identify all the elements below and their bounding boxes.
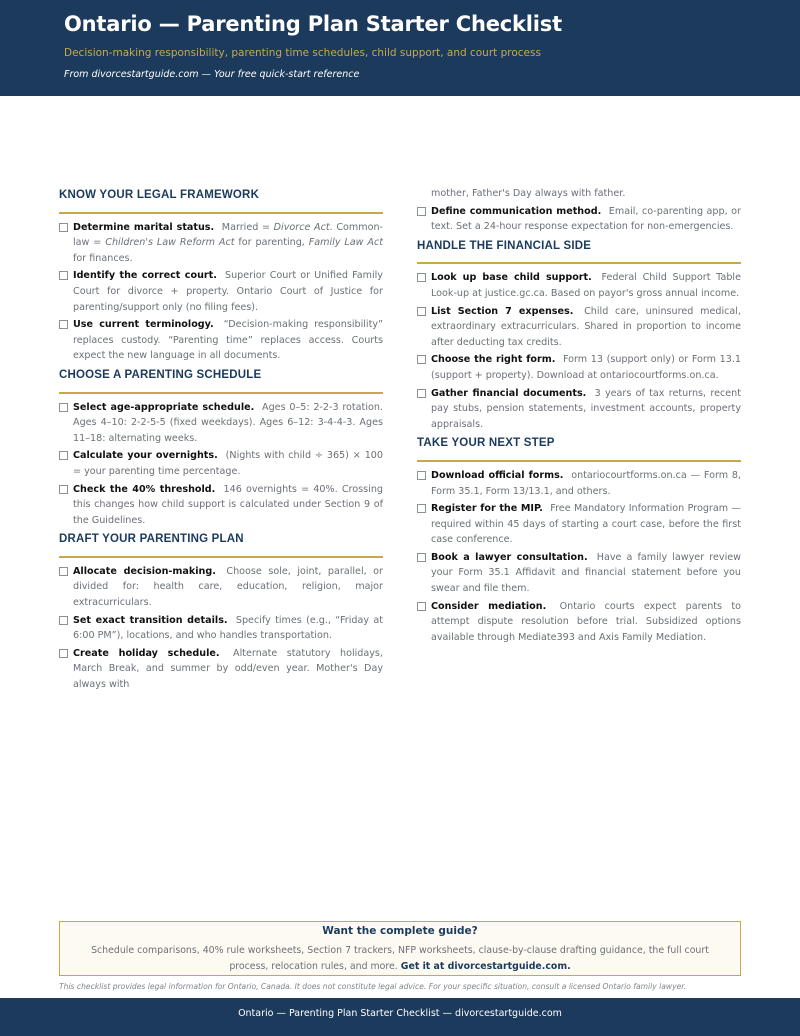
item-body: ontariocourtforms.on.ca — Form 8, Form 35.1, Form 13/13.1, and others. bbox=[431, 469, 741, 497]
item-body: Married = Divorce Act. Common-law = Children's Law Reform Act for parenting, Family Law Act for finances. bbox=[73, 221, 383, 264]
item-lead: Choose the right form. bbox=[431, 354, 556, 366]
checkbox[interactable] bbox=[417, 355, 426, 364]
item-lead: Book a lawyer consultation. bbox=[431, 551, 588, 563]
checkbox[interactable] bbox=[59, 649, 68, 658]
item-body: Alternate statutory holidays, March Break, and summer by odd/even year. Mother's Day always with bbox=[73, 647, 383, 691]
checklist-item bbox=[59, 268, 383, 315]
item-lead: Calculate your overnights. bbox=[73, 450, 218, 462]
item-body: Superior Court or Unified Family Court for divorce + property. Ontario Court of Justice for parenting/support only (no filing fees). bbox=[73, 270, 383, 313]
item-body: 3 years of tax returns, recent pay stubs, pension statements, investment accounts, property appraisals. bbox=[431, 387, 741, 430]
section-title-legal-framework: KNOW YOUR LEGAL FRAMEWORK bbox=[59, 186, 383, 214]
checklist-item bbox=[59, 448, 383, 479]
checklist-item bbox=[59, 564, 383, 611]
item-lead: Define communication method. bbox=[431, 205, 602, 217]
item-lead: Determine marital status. bbox=[73, 221, 215, 233]
checkbox[interactable] bbox=[417, 389, 426, 398]
cta-heading: Want the complete guide? bbox=[322, 925, 478, 937]
item-body: (Nights with child ÷ 365) × 100 = your parenting time percentage. bbox=[73, 450, 383, 477]
checklist-item bbox=[417, 386, 741, 433]
disclaimer: This checklist provides legal information for Ontario, Canada. It does not constitute legal advice. For your specific situation, consult a licensed Ontario family lawyer. bbox=[59, 982, 687, 991]
item-body: Choose sole, joint, parallel, or divided for: health care, education, religion, major extracurriculars. bbox=[73, 565, 383, 609]
item-lead: Gather financial documents. bbox=[431, 387, 587, 399]
section-title-parenting-plan: DRAFT YOUR PARENTING PLAN bbox=[59, 530, 383, 558]
checklist-item bbox=[417, 468, 741, 499]
item-body: Federal Child Support Table Look-up at justice.gc.ca. Based on payor's gross annual income. bbox=[431, 272, 741, 299]
checkbox[interactable] bbox=[417, 207, 426, 216]
checklist-item bbox=[59, 613, 383, 644]
item-lead: Set exact transition details. bbox=[73, 614, 228, 626]
item-body: Free Mandatory Information Program — required within 45 days of starting a court case, before the first case conference. bbox=[431, 503, 741, 546]
item-body: Child care, uninsured medical, extraordinary extracurriculars. Shared in proportion to income after deducting tax credits. bbox=[431, 305, 741, 348]
checkbox[interactable] bbox=[59, 485, 68, 494]
item-body: Ages 0–5: 2-2-3 rotation. Ages 4–10: 2-2-5-5 (fixed weekdays). Ages 6–12: 3-4-4-3. Ages 11–18: alternating weeks. bbox=[73, 401, 383, 444]
left-column bbox=[59, 186, 383, 695]
item-lead: Register for the MIP. bbox=[431, 503, 543, 515]
checkbox[interactable] bbox=[417, 273, 426, 282]
checkbox[interactable] bbox=[59, 403, 68, 412]
checklist-item bbox=[59, 220, 383, 267]
checklist-item bbox=[417, 352, 741, 383]
checkbox[interactable] bbox=[417, 307, 426, 316]
checkbox[interactable] bbox=[59, 616, 68, 625]
page-title: Ontario — Parenting Plan Starter Checklist bbox=[64, 12, 562, 36]
checklist-item bbox=[417, 204, 741, 235]
checklist-item bbox=[417, 550, 741, 597]
item-lead: Identify the correct court. bbox=[73, 270, 217, 282]
checkbox[interactable] bbox=[59, 567, 68, 576]
source-line: From divorcestartguide.com — Your free quick-start reference bbox=[64, 69, 360, 80]
checkbox[interactable] bbox=[417, 471, 426, 480]
item-lead: List Section 7 expenses. bbox=[431, 305, 574, 317]
item-lead: Select age-appropriate schedule. bbox=[73, 401, 255, 413]
item-body: Form 13 (support only) or Form 13.1 (support + property). Download at ontariocourtforms.on.ca. bbox=[431, 354, 741, 381]
checkbox[interactable] bbox=[417, 602, 426, 611]
checkbox[interactable] bbox=[59, 223, 68, 232]
checkbox[interactable] bbox=[417, 553, 426, 562]
item-continuation: mother, Father's Day always with father. bbox=[431, 188, 626, 199]
checklist-item bbox=[59, 317, 383, 364]
item-body: “Decision-making responsibility” replaces custody. “Parenting time” replaces access. Courts expect the new language in all documents. bbox=[73, 319, 383, 362]
cta-box bbox=[59, 921, 741, 976]
section-title-next-step: TAKE YOUR NEXT STEP bbox=[417, 434, 741, 462]
item-body: Have a family lawyer review your Form 35.1 Affidavit and financial statement before you swear and file them. bbox=[431, 551, 741, 595]
item-lead: Download official forms. bbox=[431, 469, 564, 481]
cta-link[interactable]: Get it at divorcestartguide.com. bbox=[400, 960, 571, 972]
page-footer: Ontario — Parenting Plan Starter Checklist — divorcestartguide.com bbox=[0, 998, 800, 1036]
checklist-item bbox=[59, 482, 383, 529]
item-body: Ontario courts expect parents to attempt dispute resolution before trial. Subsidized options available through Mediate393 and Axis Family Mediation. bbox=[431, 600, 741, 643]
page-header bbox=[0, 0, 800, 96]
checklist-item bbox=[59, 646, 383, 693]
checklist-item bbox=[417, 270, 741, 301]
checkbox[interactable] bbox=[417, 504, 426, 513]
item-lead: Look up base child support. bbox=[431, 272, 592, 284]
checklist-item bbox=[59, 400, 383, 447]
checkbox[interactable] bbox=[59, 271, 68, 280]
cta-text: Schedule comparisons, 40% rule worksheets, Section 7 trackers, NFP worksheets, clause-by-clause drafting guidance, the full court process, relocation rules, and more. Get it at divorcestartguide.com. bbox=[91, 945, 709, 972]
item-lead: Use current terminology. bbox=[73, 319, 214, 331]
right-column bbox=[417, 186, 741, 647]
page-subtitle: Decision-making responsibility, parenting time schedules, child support, and court process bbox=[64, 47, 541, 59]
item-lead: Allocate decision-making. bbox=[73, 565, 216, 577]
item-lead: Create holiday schedule. bbox=[73, 647, 220, 659]
checkbox[interactable] bbox=[59, 451, 68, 460]
item-lead: Check the 40% threshold. bbox=[73, 483, 216, 495]
checkbox[interactable] bbox=[59, 320, 68, 329]
item-body: Specify times (e.g., “Friday at 6:00 PM”), locations, and who handles transportation. bbox=[73, 614, 383, 642]
checklist-item bbox=[417, 599, 741, 646]
section-title-parenting-schedule: CHOOSE A PARENTING SCHEDULE bbox=[59, 366, 383, 394]
item-body: 146 overnights = 40%. Crossing this changes how child support is calculated under Section 9 of the Guidelines. bbox=[73, 483, 383, 526]
checklist-item bbox=[417, 501, 741, 548]
checklist-item bbox=[417, 304, 741, 351]
item-lead: Consider mediation. bbox=[431, 600, 547, 612]
section-title-financial: HANDLE THE FINANCIAL SIDE bbox=[417, 237, 741, 265]
item-body: Email, co-parenting app, or text. Set a 24-hour response expectation for non-emergencies. bbox=[431, 205, 741, 233]
